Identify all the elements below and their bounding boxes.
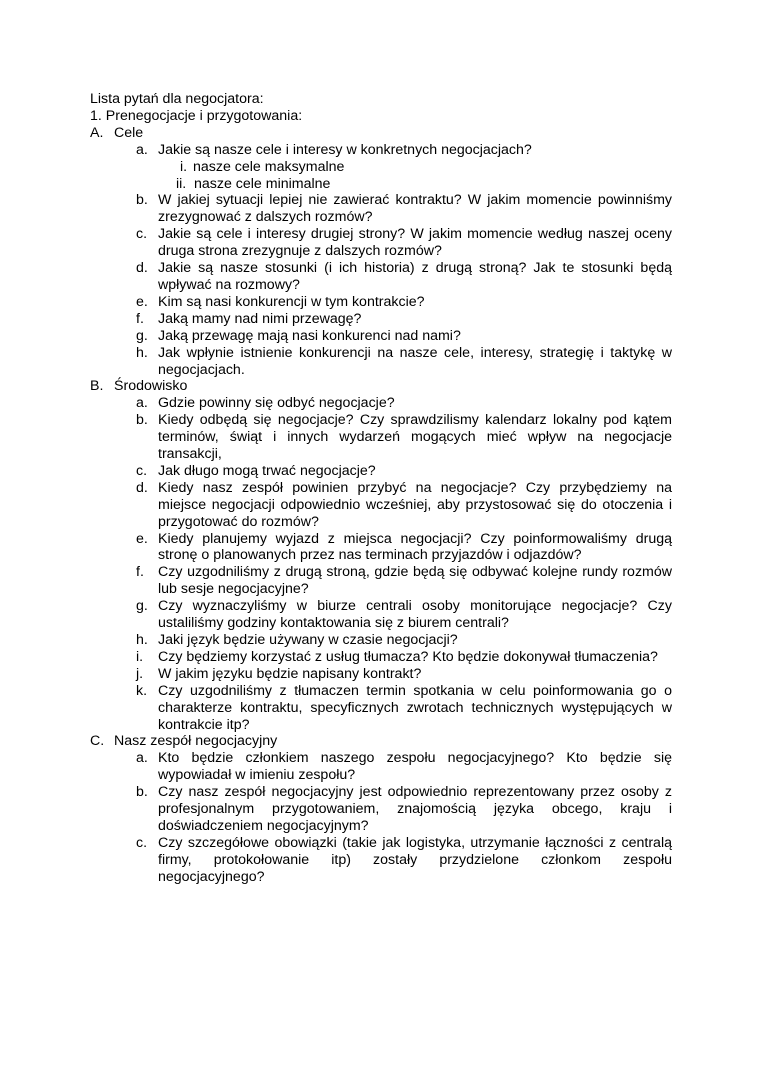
list-item — [90, 564, 672, 598]
section-a-marker: A. — [90, 124, 104, 141]
item-text: Jak wpłynie istnienie konkurencji na nasze cele, interesy, strategię i taktykę w negocjacjach. — [158, 344, 672, 378]
section-c-marker: C. — [90, 733, 105, 750]
list-item — [90, 531, 672, 565]
list-item — [90, 835, 672, 886]
item-text: Jakie są nasze cele i interesy w konkretnych negocjacjach? — [158, 141, 532, 158]
item-marker: a. — [136, 750, 148, 767]
section-heading: 1. Prenegocjacje i przygotowania: — [90, 107, 303, 124]
list-item — [90, 311, 672, 328]
item-marker: c. — [136, 462, 148, 479]
list-item — [90, 142, 672, 193]
sub-item-marker: i. — [180, 158, 188, 175]
sub-item — [90, 159, 672, 176]
item-text: W jakiej sytuacji lepiej nie zawierać kontraktu? W jakim momencie powinniśmy zrezygnować z dalszych rozmów? — [158, 192, 672, 226]
list-item — [90, 750, 672, 784]
item-text: Czy nasz zespół negocjacyjny jest odpowiednio reprezentowany przez osoby z profesjonalnym przygotowaniem, znajomością języka obcego, kraju i doświadczeniem negocjacyjnym? — [158, 784, 672, 834]
section-b-list — [90, 395, 672, 733]
item-marker: c. — [136, 226, 148, 243]
item-text: Kiedy planujemy wyjazd z miejsca negocjacji? Czy poinformowaliśmy drugą stronę o planowanych przez nas terminach przyjazdów i odjazdów? — [158, 530, 672, 564]
item-text: Czy uzgodniliśmy z drugą stroną, gdzie będą się odbywać kolejne rundy rozmów lub sesje negocjacyjne? — [158, 564, 672, 598]
item-text: Kto będzie członkiem naszego zespołu negocjacyjnego? Kto będzie się wypowiadał w imieniu zespołu? — [158, 750, 672, 784]
section-a-list — [90, 142, 672, 379]
document-title: Lista pytań dla negocjatora: — [90, 91, 264, 107]
sub-item-text: nasze cele maksymalne — [193, 158, 345, 175]
item-text: Kiedy nasz zespół powinien przybyć na negocjacje? Czy przybędziemy na miejsce negocjacji odpowiednio wcześniej, aby przystosować się do otoczenia i przygotować do rozmów? — [158, 479, 672, 530]
section-a-title: Cele — [114, 124, 144, 141]
section-c-title: Nasz zespół negocjacyjny — [114, 733, 278, 750]
item-text: W jakim języku będzie napisany kontrakt? — [158, 665, 422, 682]
item-marker: c. — [136, 834, 148, 851]
section-c-list — [90, 750, 672, 885]
item-marker: a. — [136, 395, 148, 412]
list-item — [90, 345, 672, 379]
item-marker: a. — [136, 141, 148, 158]
item-marker: e. — [136, 530, 148, 547]
item-text: Jaką przewagę mają nasi konkurenci nad nami? — [158, 327, 461, 344]
list-item — [90, 666, 672, 683]
list-item — [90, 328, 672, 345]
section-b-marker: B. — [90, 378, 104, 395]
list-item — [90, 683, 672, 734]
item-text: Kiedy odbędą się negocjacje? Czy sprawdzilismy kalendarz lokalny pod kątem terminów, świąt i innych wydarzeń mogących mieć wpływ na negocjacje transakcji, — [158, 412, 672, 463]
list-item — [90, 480, 672, 531]
sub-item-text: nasze cele minimalne — [194, 175, 331, 192]
sub-item-marker: ii. — [176, 175, 187, 192]
item-text: Gdzie powinny się odbyć negocjacje? — [158, 395, 395, 412]
document-page — [90, 91, 672, 886]
item-marker: b. — [136, 784, 148, 801]
item-marker: b. — [136, 192, 148, 209]
list-item — [90, 598, 672, 632]
item-marker: f. — [136, 564, 144, 581]
list-item — [90, 294, 672, 311]
section-b-title: Środowisko — [114, 378, 188, 395]
list-item — [90, 260, 672, 294]
item-marker: f. — [136, 310, 144, 327]
item-text: Jaki język będzie używany w czasie negocjacji? — [158, 632, 458, 648]
list-item — [90, 412, 672, 463]
list-item — [90, 649, 672, 666]
item-marker: i. — [136, 648, 144, 665]
item-marker: h. — [136, 344, 148, 361]
list-item — [90, 463, 672, 480]
item-marker: j. — [136, 665, 144, 682]
item-marker: g. — [136, 327, 148, 344]
list-item — [90, 192, 672, 226]
item-marker: d. — [136, 260, 148, 277]
item-text: Jak długo mogą trwać negocjacje? — [158, 462, 376, 479]
item-marker: b. — [136, 412, 148, 429]
item-marker: k. — [136, 682, 148, 699]
list-item — [90, 784, 672, 835]
section-c-header — [90, 733, 672, 750]
item-marker: d. — [136, 479, 148, 496]
item-text: Jaką mamy nad nimi przewagę? — [158, 310, 362, 327]
item-text: Czy wyznaczyliśmy w biurze centrali osoby monitorujące negocjacje? Czy ustaliliśmy godziny kontaktowania się z biurem centrali? — [158, 598, 672, 632]
item-text: Czy szczegółowe obowiązki (takie jak logistyka, utrzymanie łączności z centralą firmy, protokołowanie itp) zostały przydzielone członkom zespołu negocjacyjnego? — [158, 834, 672, 885]
list-item — [90, 226, 672, 260]
item-text: Jakie są cele i interesy drugiej strony? W jakim momencie według naszej oceny druga strona zrezygnuje z dalszych rozmów? — [158, 226, 672, 260]
item-marker: g. — [136, 598, 148, 615]
section-b-header — [90, 378, 672, 395]
item-text: Kim są nasi konkurencji w tym kontrakcie? — [158, 293, 425, 310]
item-text: Jakie są nasze stosunki (i ich historia) z drugą stroną? Jak te stosunki będą wpływać na rozmowy? — [158, 260, 672, 293]
item-text: Czy będziemy korzystać z usług tłumacza? Kto będzie dokonywał tłumaczenia? — [158, 648, 658, 665]
list-item — [90, 632, 672, 649]
list-item — [90, 395, 672, 412]
item-marker: e. — [136, 293, 148, 310]
item-text: Czy uzgodniliśmy z tłumaczen termin spotkania w celu poinformowania go o charakterze kontraktu, specyficznych zwrotach technicznych występujących w kontrakcie itp? — [158, 682, 672, 733]
section-a-header — [90, 125, 672, 142]
item-marker: h. — [136, 632, 148, 648]
sub-item — [90, 176, 672, 193]
